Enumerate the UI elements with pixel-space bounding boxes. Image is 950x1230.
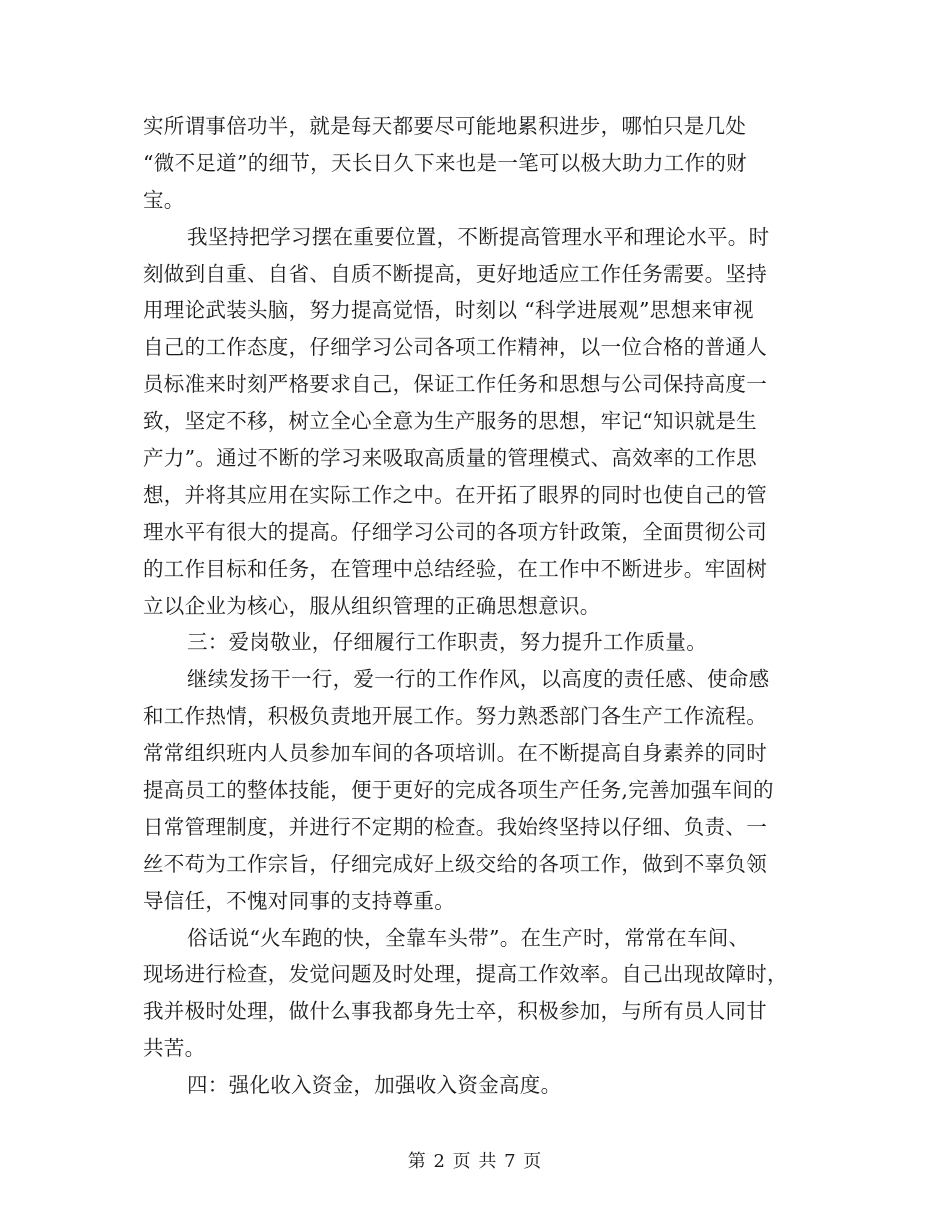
text-line: 想，并将其应用在实际工作之中。在开拓了眼界的同时也使自己的管	[143, 482, 767, 507]
text-line: 共苦。	[143, 1036, 206, 1061]
text-line: 理水平有很大的提高。仔细学习公司的各项方针政策，全面贯彻公司	[143, 519, 767, 544]
page-number-footer: 第 2 页 共 7 页	[407, 1151, 543, 1172]
text-line: 日常管理制度，并进行不定期的检查。我始终坚持以仔细、负责、一	[143, 814, 767, 839]
text-line: 和工作热情，积极负责地开展工作。努力熟悉部门各生产工作流程。	[143, 704, 767, 729]
text-line: 刻做到自重、自省、自质不断提高，更好地适应工作任务需要。坚持	[143, 261, 767, 286]
text-line: 常常组织班内人员参加车间的各项培训。在不断提高自身素养的同时	[143, 741, 767, 766]
text-line: 员标准来时刻严格要求自己，保证工作任务和思想与公司保持高度一	[143, 372, 767, 397]
text-line: 继续发扬干一行，爱一行的工作作风，以高度的责任感、使命感	[187, 667, 770, 692]
text-line: 我坚持把学习摆在重要位置，不断提高管理水平和理论水平。时	[187, 224, 770, 249]
text-line: 我并极时处理，做什么事我都身先士卒，积极参加，与所有员人同甘	[143, 999, 767, 1024]
text-line: 自己的工作态度，仔细学习公司各项工作精神，以一位合格的普通人	[143, 335, 767, 360]
text-line: 用理论武装头脑，努力提高觉悟，时刻以 “科学进展观”思想来审视	[143, 298, 754, 323]
text-line: 提高员工的整体技能，便于更好的完成各项生产任务,完善加强车间的	[143, 778, 774, 803]
text-line: 俗话说“火车跑的快，全靠车头带”。在生产时，常常在车间、	[187, 925, 750, 950]
text-line: 实所谓事倍功半，就是每天都要尽可能地累积进步，哪怕只是几处	[143, 114, 747, 138]
text-line: 导信任，不愧对同事的支持尊重。	[143, 888, 455, 913]
text-line: 的工作目标和任务，在管理中总结经验，在工作中不断进步。牢固树	[143, 556, 767, 581]
text-line: 产力”。通过不断的学习来吸取高质量的管理模式、高效率的工作思	[143, 446, 757, 471]
text-line: 四：强化收入资金，加强收入资金高度。	[187, 1073, 562, 1098]
text-line: 丝不苟为工作宗旨，仔细完成好上级交给的各项工作，做到不辜负领	[143, 851, 767, 876]
text-line: 三：爱岗敬业，仔细履行工作职责，努力提升工作质量。	[187, 630, 707, 655]
text-line: 立以企业为核心，服从组织管理的正确思想意识。	[143, 593, 601, 618]
text-line: “微不足道”的细节，天长日久下来也是一笔可以极大助力工作的财	[143, 150, 747, 175]
text-line: 宝。	[143, 187, 185, 212]
text-line: 致，坚定不移，树立全心全意为生产服务的思想，牢记“知识就是生	[143, 409, 757, 434]
document-body	[143, 108, 805, 1104]
text-line: 现场进行检查，发觉问题及时处理，提高工作效率。自己出现故障时，	[143, 962, 788, 987]
